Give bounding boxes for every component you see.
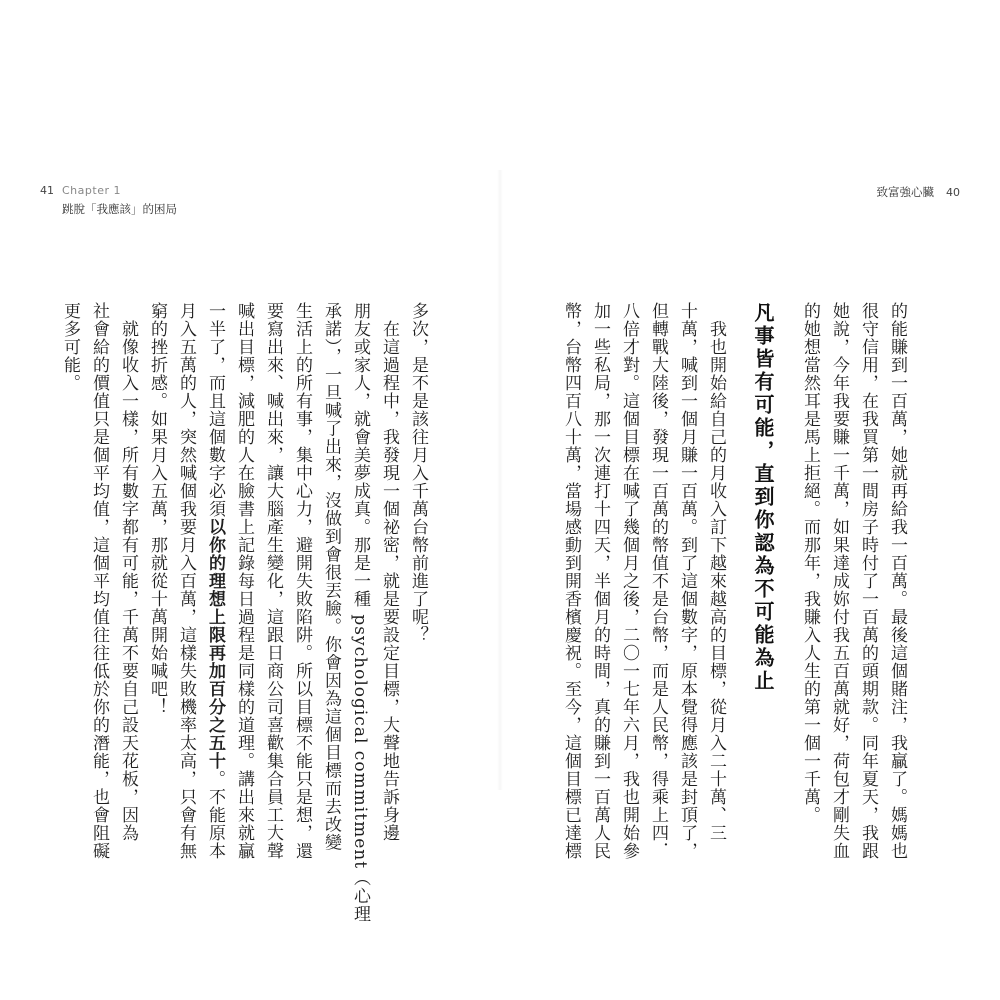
left-page-number: 41 [40, 184, 54, 197]
left-header-row [40, 184, 177, 197]
section-heading: 凡事皆有可能，直到你認為不可能為止 [751, 302, 775, 693]
text-column: 在這過程中，我發現一個祕密，就是要設定目標，大聲地告訴身邊 [379, 320, 399, 842]
text-column: 喊出目標，減肥的人在臉書上記錄每日過程是同樣的道理。講出來就贏 [234, 302, 254, 860]
text-run: 一半了，而且這個數字必須 [205, 302, 225, 518]
text-column: 生活上的所有事，集中心力，避開失敗陷阱。所以目標不能只是想，還 [292, 302, 312, 860]
text-column: 月入五萬的人，突然喊個我要月入百萬，這樣失敗機率太高，只會有無 [176, 302, 196, 860]
text-column: 的能賺到一百萬，她就再給我一百萬。最後這個賭注，我贏了。媽媽也 [887, 302, 907, 860]
text-column: 多次，是不是該往月入千萬台幣前進了呢？ [408, 302, 428, 644]
text-column: 要寫出來、喊出來，讓大腦產生變化，這跟日商公司喜歡集合員工大聲 [263, 302, 283, 860]
text-column-with-emphasis [203, 302, 227, 860]
text-column: 就像收入一樣，所有數字都有可能，千萬不要自己設天花板，因為 [118, 320, 138, 842]
right-page-header [877, 184, 961, 200]
text-column: 十萬，喊到一個月賺一百萬。到了這個數字，原本覺得應該是封頂了， [677, 302, 697, 860]
text-column: 社會給的價值只是個平均值，這個平均值往往低於你的潛能，也會阻礙 [89, 302, 109, 860]
left-page-header [40, 184, 177, 217]
text-column: 但轉戰大陸後，發現一百萬的幣值不是台幣，而是人民幣，得乘上四． [648, 302, 668, 860]
text-run: 。不能原本 [205, 770, 225, 860]
text-column: 幣，台幣四百八十萬，當場感動到開香檳慶祝。至今，這個目標已達標 [561, 302, 581, 860]
text-column: 承諾），一旦喊了出來，沒做到會很丟臉。你會因為這個目標而去改變 [321, 302, 341, 852]
book-title: 致富強心臟 [876, 185, 934, 199]
emphasis-text: 以你的理想上限再加百分之五十 [205, 518, 225, 770]
text-column: 的她想當然耳是馬上拒絕。而那年，我賺入人生的第一個一千萬。 [800, 302, 820, 824]
chapter-title: 跳脫「我應該」的困局 [62, 202, 177, 216]
book-gutter [497, 170, 503, 790]
text-column: 我也開始給自己的月收入訂下越來越高的目標，從月入二十萬、三 [706, 320, 726, 842]
text-column: 更多可能。 [60, 302, 80, 392]
text-column: 窮的挫折感。如果月入五萬，那就從十萬開始喊吧！ [147, 302, 167, 716]
chapter-label: Chapter 1 [62, 184, 121, 197]
text-column: 八倍才對。這個目標在喊了幾個月之後，二〇一七年六月，我也開始參 [619, 302, 639, 860]
right-page-number: 40 [946, 186, 960, 199]
text-column: 加一些私局，那一次連打十四天，半個月的時間，真的賺到一百萬人民 [590, 302, 610, 860]
text-column: 她說，今年我要賺一千萬，如果達成妳付我五百萬就好，荷包才剛失血 [829, 302, 849, 860]
text-column: 朋友或家人，就會美夢成真。那是一種 psychological commitment（心理 [350, 302, 370, 924]
text-column: 很守信用，在我買第一間房子時付了一百萬的頭期款。同年夏天，我跟 [858, 302, 878, 860]
